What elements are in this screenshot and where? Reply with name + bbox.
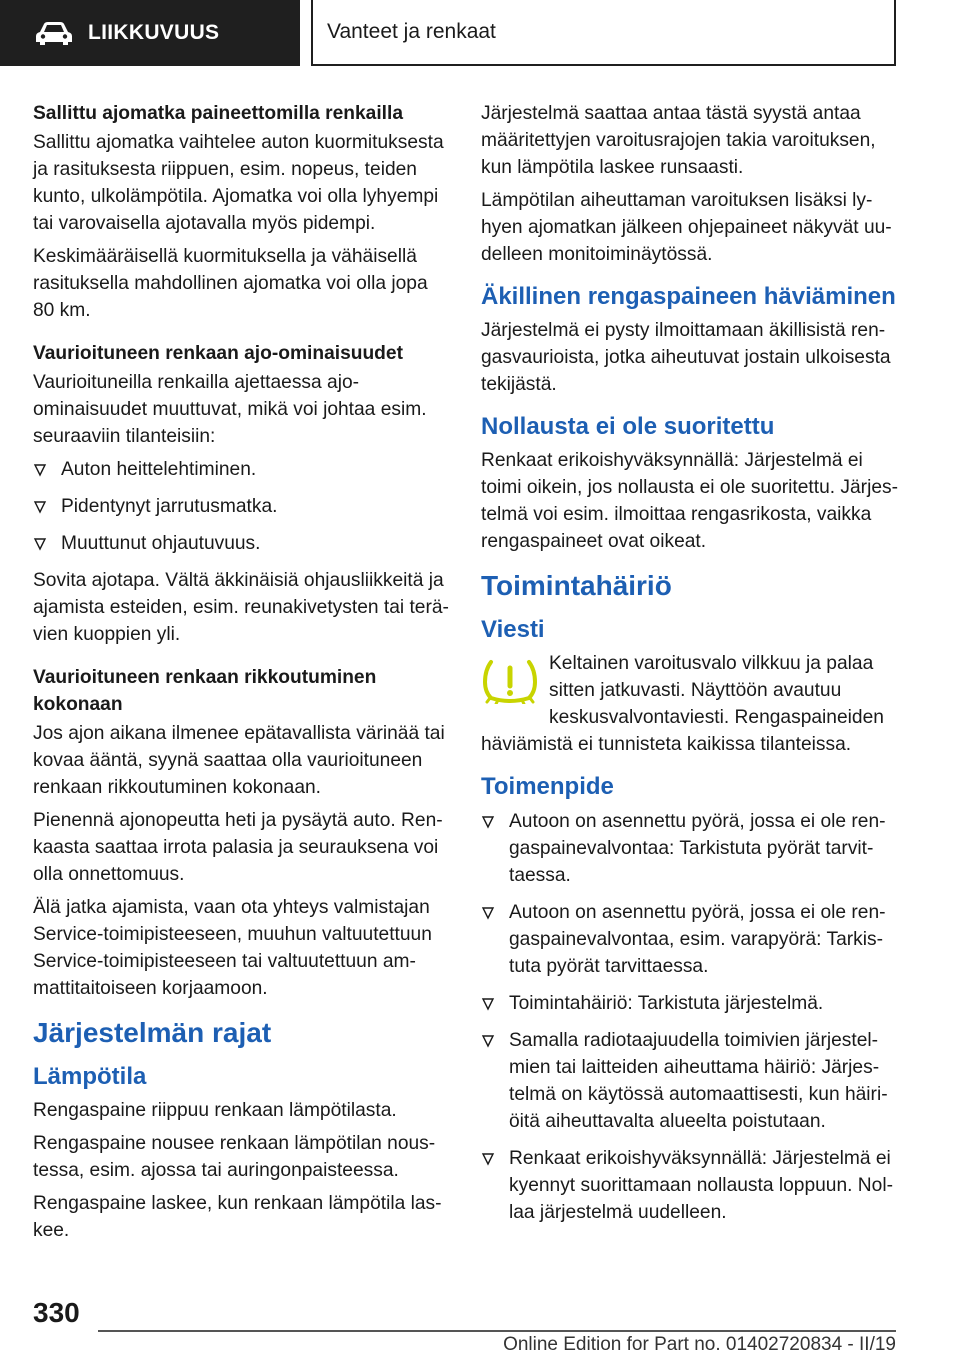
triangle-bullet-icon <box>481 1152 495 1166</box>
page-header <box>0 0 960 66</box>
triangle-bullet-icon <box>481 815 495 829</box>
subheading: Äkillinen rengaspaineen häviäminen <box>481 283 896 310</box>
left-column <box>33 100 451 1250</box>
list-item: Muuttunut ohjautuvuus. <box>33 530 451 557</box>
triangle-bullet-icon <box>481 997 495 1011</box>
section-title: LIIKKUVUUS <box>88 21 220 44</box>
paragraph: Rengaspaine nousee renkaan lämpötilan noustessa, esim. ajossa tai auringonpaisteessa. <box>33 1133 436 1181</box>
section-heading: Vaurioituneen renkaan rikkoutuminen kokonaan <box>33 667 377 715</box>
paragraph: Sovita ajotapa. Vältä äkkinäisiä ohjausliikkeitä ja ajamista esteiden, esim. reunakivetysten tai terävien kuoppien yli. <box>33 570 449 645</box>
list-item: Autoon on asennettu pyörä, jossa ei ole rengaspainevalvontaa: Tarkistuta pyörät tarvittaessa. <box>481 808 901 889</box>
topic-title: Vanteet ja renkaat <box>311 0 896 66</box>
paragraph: Pienennä ajonopeutta heti ja pysäytä auto. Renkaasta saattaa irrota palasia ja seurauksena voi olla onnettomuus. <box>33 810 443 885</box>
right-column <box>481 100 901 1236</box>
subheading: Toimenpide <box>481 773 614 800</box>
paragraph: Älä jatka ajamista, vaan ota yhteys valmistajan Service-toimipisteeseen, muuhun valtuutettuun Service-toimipisteeseen tai valtuutettuun ammattitaitoiseen korjaamoon. <box>33 897 432 999</box>
paragraph: Keskimääräisellä kuormituksella ja vähäisellä rasituksella mahdollinen ajomatka voi olla jopa 80 km. <box>33 246 428 321</box>
list-item: Auton heittelehtiminen. <box>33 456 451 483</box>
edition-note: Online Edition for Part no. 01402720834 - II/19 <box>503 1334 896 1355</box>
warning-message: Keltainen varoitusvalo vilkkuu ja palaa sitten jatkuvasti. Näyttöön avautuu keskusvalvontaviesti. Rengaspaineiden häviämistä ei tunnisteta kaikissa tilanteissa. <box>481 653 884 755</box>
subheading: Nollausta ei ole suoritettu <box>481 413 775 440</box>
bullet-list <box>481 808 901 1226</box>
paragraph: Vaurioituneilla renkailla ajettaessa ajo-ominaisuudet muuttuvat, mikä voi johtaa esim. seuraaviin tilanteisiin: <box>33 372 427 447</box>
car-icon <box>34 20 74 46</box>
page-number: 330 <box>33 1297 80 1328</box>
triangle-bullet-icon <box>481 906 495 920</box>
subheading: Lämpötila <box>33 1063 147 1090</box>
paragraph: Lämpötilan aiheuttaman varoituksen lisäksi lyhyen ajomatkan jälkeen ohjepaineet näkyvät uudelleen monitoiminäytössä. <box>481 190 892 265</box>
list-item: Renkaat erikoishyväksynnällä: Järjestelmä ei kyennyt suorittamaan nollausta loppuun. Nollaa järjestelmä uudelleen. <box>481 1145 901 1226</box>
paragraph: Sallittu ajomatka vaihtelee auton kuormituksesta ja rasituksesta riippuen, esim. nopeus, teiden kunto, ulkolämpötila. Ajomatka voi olla lyhyempi tai varovaisella ajotavalla myös pidempi. <box>33 132 444 234</box>
footer-divider <box>98 1330 896 1332</box>
paragraph: Rengaspaine laskee, kun renkaan lämpötila laskee. <box>33 1193 442 1241</box>
paragraph: Järjestelmä saattaa antaa tästä syystä antaa määritettyjen varoitusrajojen takia varoituksen, kun lämpötila laskee runsaasti. <box>481 103 876 178</box>
section-heading: Vaurioituneen renkaan ajo-ominaisuudet <box>33 343 403 364</box>
list-item: Pidentynyt jarrutusmatka. <box>33 493 451 520</box>
triangle-bullet-icon <box>481 1034 495 1048</box>
paragraph: Jos ajon aikana ilmenee epätavallista värinää tai kovaa ääntä, syynä saattaa olla vaurioituneen renkaan rikkoutuminen kokonaan. <box>33 723 445 798</box>
paragraph: Rengaspaine riippuu renkaan lämpötilasta. <box>33 1100 397 1121</box>
chapter-heading: Järjestelmän rajat <box>33 1017 272 1048</box>
chapter-heading: Toimintahäiriö <box>481 570 672 601</box>
bullet-list <box>33 456 451 557</box>
section-tab <box>0 0 300 66</box>
paragraph: Renkaat erikoishyväksynnällä: Järjestelmä ei toimi oikein, jos nollausta ei ole suoritettu. Järjestelmä voi esim. ilmoittaa rengasrikosta, vaikka rengaspaineet ovat oikeat. <box>481 450 898 552</box>
subheading: Viesti <box>481 616 545 643</box>
list-item: Samalla radiotaajuudella toimivien järjestelmien tai laitteiden aiheuttama häiriö: Järjestelmä on käytössä automaattisesti, kun häiriöitä aiheuttavalta alueelta poistutaan. <box>481 1027 901 1135</box>
paragraph: Järjestelmä ei pysty ilmoittamaan äkillisistä rengasvaurioista, jotka aiheutuvat jostain ulkoisesta tekijästä. <box>481 320 891 395</box>
section-heading: Sallittu ajomatka paineettomilla renkailla <box>33 103 404 124</box>
triangle-bullet-icon <box>33 463 47 477</box>
tire-pressure-warning-icon <box>481 658 539 704</box>
list-item: Toimintahäiriö: Tarkistuta järjestelmä. <box>481 990 901 1017</box>
triangle-bullet-icon <box>33 537 47 551</box>
triangle-bullet-icon <box>33 500 47 514</box>
list-item: Autoon on asennettu pyörä, jossa ei ole rengaspainevalvontaa, esim. varapyörä: Tarkistuta pyörät tarvittaessa. <box>481 899 901 980</box>
